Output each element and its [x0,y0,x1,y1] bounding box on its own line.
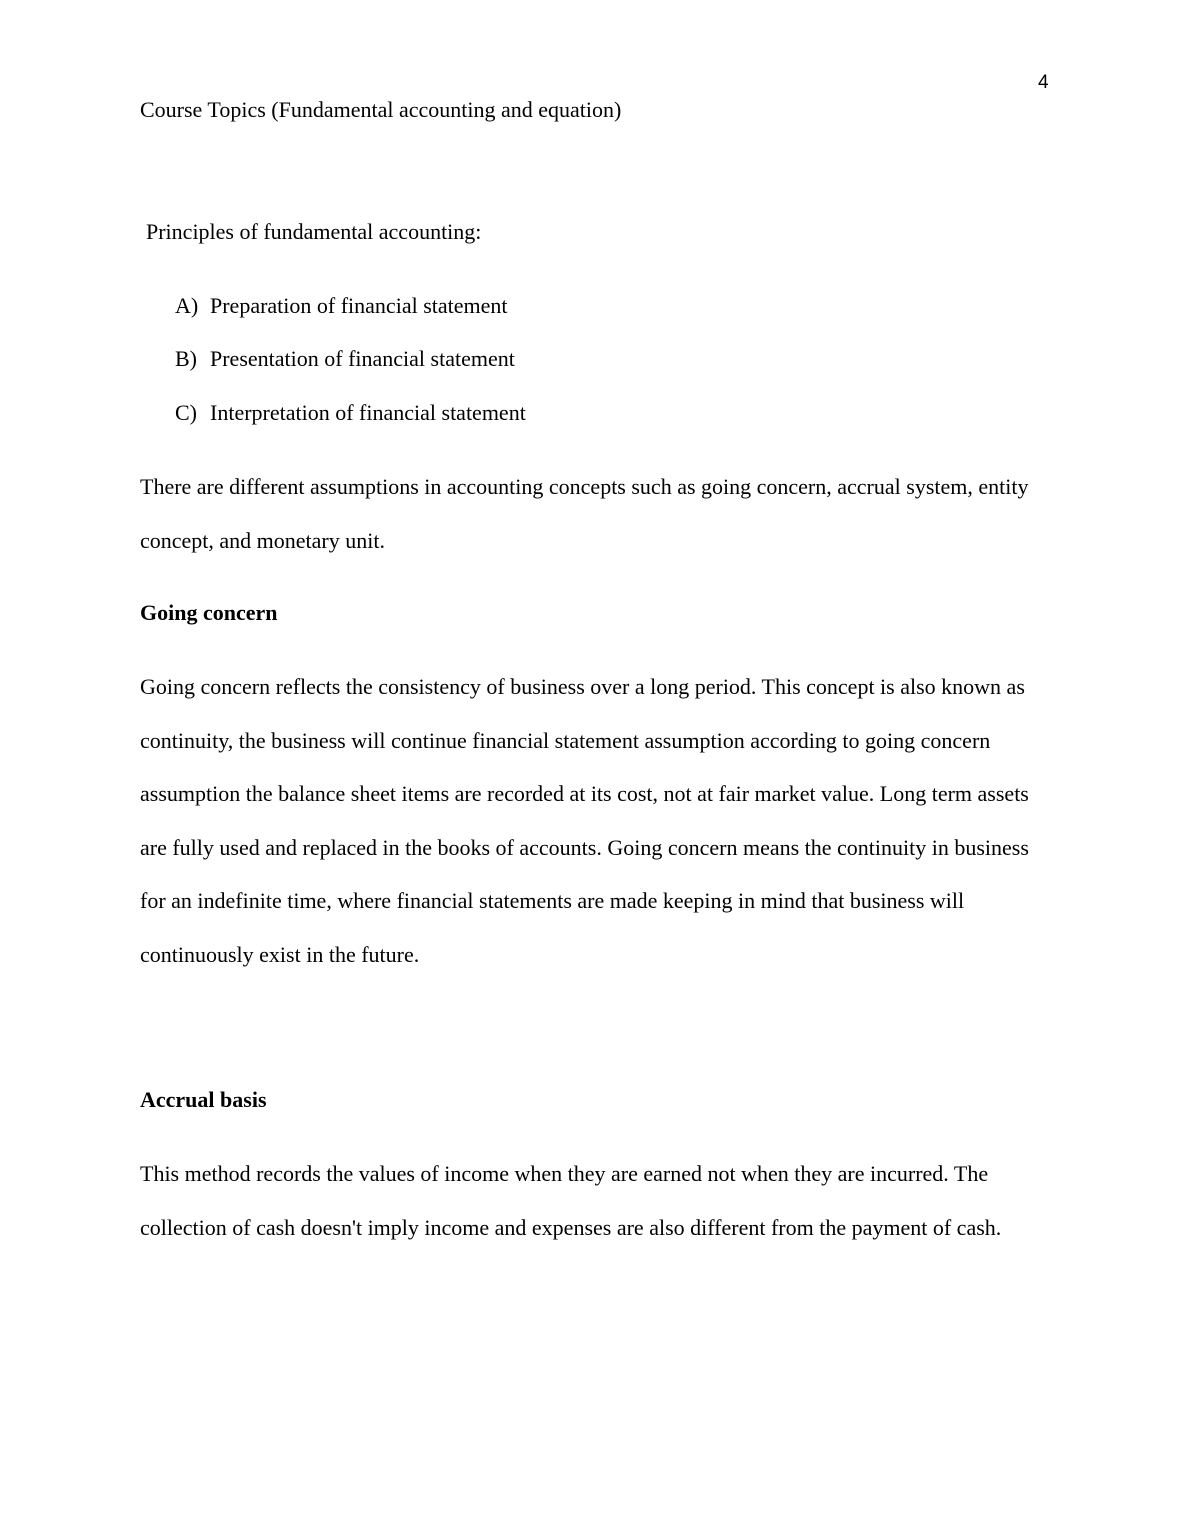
page-number: 4 [1038,72,1049,93]
accrual-basis-paragraph: This method records the values of income when they are earned not when they are incurred. The collection of cash doesn't imply income and expenses are also different from the payment of cash. [140,1161,1002,1240]
list-item-text: Interpretation of financial statement [210,400,526,425]
section-heading-going-concern: Going concern [140,600,278,625]
section-heading-accrual-basis: Accrual basis [140,1087,267,1112]
list-marker: B) [175,346,197,371]
list-marker: C) [175,400,197,425]
list-item-b [175,346,515,372]
document-title: Course Topics (Fundamental accounting and equation) [140,97,622,122]
list-item-a [175,293,508,319]
list-marker: A) [175,293,199,318]
principles-intro: Principles of fundamental accounting: [146,219,482,244]
list-item-text: Presentation of financial statement [210,346,515,371]
going-concern-paragraph: Going concern reflects the consistency of business over a long period. This concept is also known as continuity, the business will continue financial statement assumption according to going concern assumption the balance sheet items are recorded at its cost, not at fair market value. Long term assets are fully used and replaced in the books of accounts. Going concern means the continuity in business for an indefinite time, where financial statements are made keeping in mind that business will continuously exist in the future. [140,674,1029,967]
list-item-c [175,400,526,426]
assumptions-paragraph: There are different assumptions in accounting concepts such as going concern, accrual system, entity concept, and monetary unit. [140,474,1029,553]
list-item-text: Preparation of financial statement [210,293,508,318]
